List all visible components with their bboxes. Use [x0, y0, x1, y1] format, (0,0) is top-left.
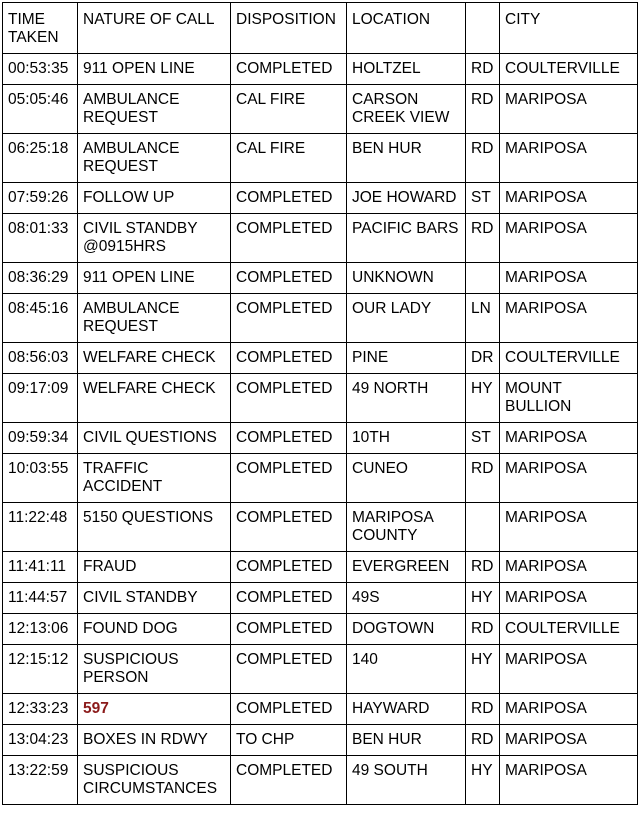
cell-street-suffix: HY	[466, 374, 500, 423]
cell-nature-of-call: 911 OPEN LINE	[78, 263, 231, 294]
cell-street-suffix: RD	[466, 54, 500, 85]
cell-city: MARIPOSA	[500, 263, 638, 294]
cell-nature-of-call: AMBULANCE REQUEST	[78, 294, 231, 343]
header-disposition: DISPOSITION	[231, 3, 347, 54]
cell-street-suffix: ST	[466, 423, 500, 454]
cell-nature-of-call: 911 OPEN LINE	[78, 54, 231, 85]
header-street-suffix	[466, 3, 500, 54]
cell-disposition: COMPLETED	[231, 552, 347, 583]
cell-nature-of-call: SUSPICIOUS CIRCUMSTANCES	[78, 756, 231, 805]
cell-city: MARIPOSA	[500, 454, 638, 503]
table-row	[3, 583, 638, 614]
cell-nature-of-call: BOXES IN RDWY	[78, 725, 231, 756]
cell-location: BEN HUR	[347, 725, 466, 756]
table-row	[3, 214, 638, 263]
cell-location: DOGTOWN	[347, 614, 466, 645]
cell-disposition: COMPLETED	[231, 756, 347, 805]
cell-city: MARIPOSA	[500, 583, 638, 614]
cell-disposition: COMPLETED	[231, 645, 347, 694]
cell-time: 13:22:59	[3, 756, 78, 805]
cell-street-suffix: RD	[466, 454, 500, 503]
cell-city: MARIPOSA	[500, 694, 638, 725]
cell-street-suffix: RD	[466, 725, 500, 756]
cell-disposition: COMPLETED	[231, 214, 347, 263]
cell-street-suffix: DR	[466, 343, 500, 374]
cell-nature-of-call: FRAUD	[78, 552, 231, 583]
table-row	[3, 85, 638, 134]
cell-location: 49 NORTH	[347, 374, 466, 423]
cell-nature-of-call: 597	[78, 694, 231, 725]
cell-disposition: COMPLETED	[231, 614, 347, 645]
header-location: LOCATION	[347, 3, 466, 54]
cell-nature-of-call: 5150 QUESTIONS	[78, 503, 231, 552]
cell-disposition: COMPLETED	[231, 423, 347, 454]
cell-time: 11:44:57	[3, 583, 78, 614]
header-nature-of-call: NATURE OF CALL	[78, 3, 231, 54]
cell-disposition: COMPLETED	[231, 263, 347, 294]
table-row	[3, 423, 638, 454]
cell-disposition: COMPLETED	[231, 374, 347, 423]
cell-city: MARIPOSA	[500, 85, 638, 134]
cell-time: 11:22:48	[3, 503, 78, 552]
cell-city: MARIPOSA	[500, 645, 638, 694]
cell-street-suffix: HY	[466, 583, 500, 614]
header-row	[3, 3, 638, 54]
table-row	[3, 294, 638, 343]
cell-nature-of-call: CIVIL STANDBY	[78, 583, 231, 614]
cell-street-suffix: RD	[466, 614, 500, 645]
cell-city: MARIPOSA	[500, 134, 638, 183]
cell-nature-of-call: FOUND DOG	[78, 614, 231, 645]
table-row	[3, 454, 638, 503]
cell-nature-of-call: TRAFFIC ACCIDENT	[78, 454, 231, 503]
cell-time: 12:33:23	[3, 694, 78, 725]
cell-location: EVERGREEN	[347, 552, 466, 583]
cell-city: MARIPOSA	[500, 756, 638, 805]
table-row	[3, 374, 638, 423]
cell-location: HAYWARD	[347, 694, 466, 725]
cell-disposition: CAL FIRE	[231, 85, 347, 134]
cell-location: CARSON CREEK VIEW	[347, 85, 466, 134]
table-row	[3, 503, 638, 552]
cell-street-suffix: RD	[466, 552, 500, 583]
table-body	[3, 54, 638, 805]
table-row	[3, 725, 638, 756]
table-row	[3, 756, 638, 805]
cell-time: 08:56:03	[3, 343, 78, 374]
cell-time: 08:45:16	[3, 294, 78, 343]
cell-city: MARIPOSA	[500, 294, 638, 343]
cell-street-suffix: RD	[466, 694, 500, 725]
table-row	[3, 183, 638, 214]
cell-location: 49S	[347, 583, 466, 614]
cell-disposition: COMPLETED	[231, 583, 347, 614]
cell-disposition: COMPLETED	[231, 183, 347, 214]
cell-location: JOE HOWARD	[347, 183, 466, 214]
cell-time: 00:53:35	[3, 54, 78, 85]
cell-nature-of-call: SUSPICIOUS PERSON	[78, 645, 231, 694]
cell-street-suffix: RD	[466, 85, 500, 134]
cell-time: 09:59:34	[3, 423, 78, 454]
table-row	[3, 263, 638, 294]
cell-street-suffix	[466, 503, 500, 552]
cell-city: MARIPOSA	[500, 214, 638, 263]
cell-time: 09:17:09	[3, 374, 78, 423]
cell-location: OUR LADY	[347, 294, 466, 343]
header-city: CITY	[500, 3, 638, 54]
cell-time: 07:59:26	[3, 183, 78, 214]
cell-location: 10TH	[347, 423, 466, 454]
cell-location: PACIFIC BARS	[347, 214, 466, 263]
cell-nature-of-call: CIVIL STANDBY @0915HRS	[78, 214, 231, 263]
cell-disposition: COMPLETED	[231, 694, 347, 725]
cell-location: HOLTZEL	[347, 54, 466, 85]
table-header	[3, 3, 638, 54]
cell-city: MARIPOSA	[500, 183, 638, 214]
cell-nature-of-call: AMBULANCE REQUEST	[78, 85, 231, 134]
call-log-table	[2, 2, 638, 805]
cell-street-suffix: HY	[466, 645, 500, 694]
cell-disposition: COMPLETED	[231, 503, 347, 552]
cell-nature-of-call: FOLLOW UP	[78, 183, 231, 214]
cell-location: 140	[347, 645, 466, 694]
cell-disposition: COMPLETED	[231, 54, 347, 85]
cell-location: BEN HUR	[347, 134, 466, 183]
cell-time: 08:01:33	[3, 214, 78, 263]
cell-time: 12:13:06	[3, 614, 78, 645]
cell-time: 12:15:12	[3, 645, 78, 694]
cell-nature-of-call: AMBULANCE REQUEST	[78, 134, 231, 183]
cell-time: 05:05:46	[3, 85, 78, 134]
cell-location: 49 SOUTH	[347, 756, 466, 805]
cell-city: COULTERVILLE	[500, 343, 638, 374]
cell-city: MARIPOSA	[500, 725, 638, 756]
cell-location: CUNEO	[347, 454, 466, 503]
cell-time: 08:36:29	[3, 263, 78, 294]
cell-time: 11:41:11	[3, 552, 78, 583]
cell-nature-of-call: WELFARE CHECK	[78, 374, 231, 423]
cell-street-suffix: ST	[466, 183, 500, 214]
table-row	[3, 54, 638, 85]
cell-nature-of-call: CIVIL QUESTIONS	[78, 423, 231, 454]
header-time-taken: TIME TAKEN	[3, 3, 78, 54]
cell-disposition: CAL FIRE	[231, 134, 347, 183]
table-row	[3, 134, 638, 183]
cell-street-suffix: LN	[466, 294, 500, 343]
cell-time: 10:03:55	[3, 454, 78, 503]
cell-street-suffix: RD	[466, 134, 500, 183]
table-row	[3, 343, 638, 374]
cell-disposition: COMPLETED	[231, 294, 347, 343]
table-row	[3, 694, 638, 725]
cell-time: 13:04:23	[3, 725, 78, 756]
table-row	[3, 552, 638, 583]
cell-city: COULTERVILLE	[500, 614, 638, 645]
cell-nature-of-call: WELFARE CHECK	[78, 343, 231, 374]
cell-city: COULTERVILLE	[500, 54, 638, 85]
cell-city: MOUNT BULLION	[500, 374, 638, 423]
cell-street-suffix: HY	[466, 756, 500, 805]
cell-city: MARIPOSA	[500, 552, 638, 583]
cell-city: MARIPOSA	[500, 503, 638, 552]
table-row	[3, 645, 638, 694]
cell-location: MARIPOSA COUNTY	[347, 503, 466, 552]
cell-location: PINE	[347, 343, 466, 374]
cell-disposition: COMPLETED	[231, 454, 347, 503]
cell-location: UNKNOWN	[347, 263, 466, 294]
cell-city: MARIPOSA	[500, 423, 638, 454]
cell-street-suffix	[466, 263, 500, 294]
table-row	[3, 614, 638, 645]
cell-time: 06:25:18	[3, 134, 78, 183]
cell-disposition: TO CHP	[231, 725, 347, 756]
cell-disposition: COMPLETED	[231, 343, 347, 374]
cell-street-suffix: RD	[466, 214, 500, 263]
